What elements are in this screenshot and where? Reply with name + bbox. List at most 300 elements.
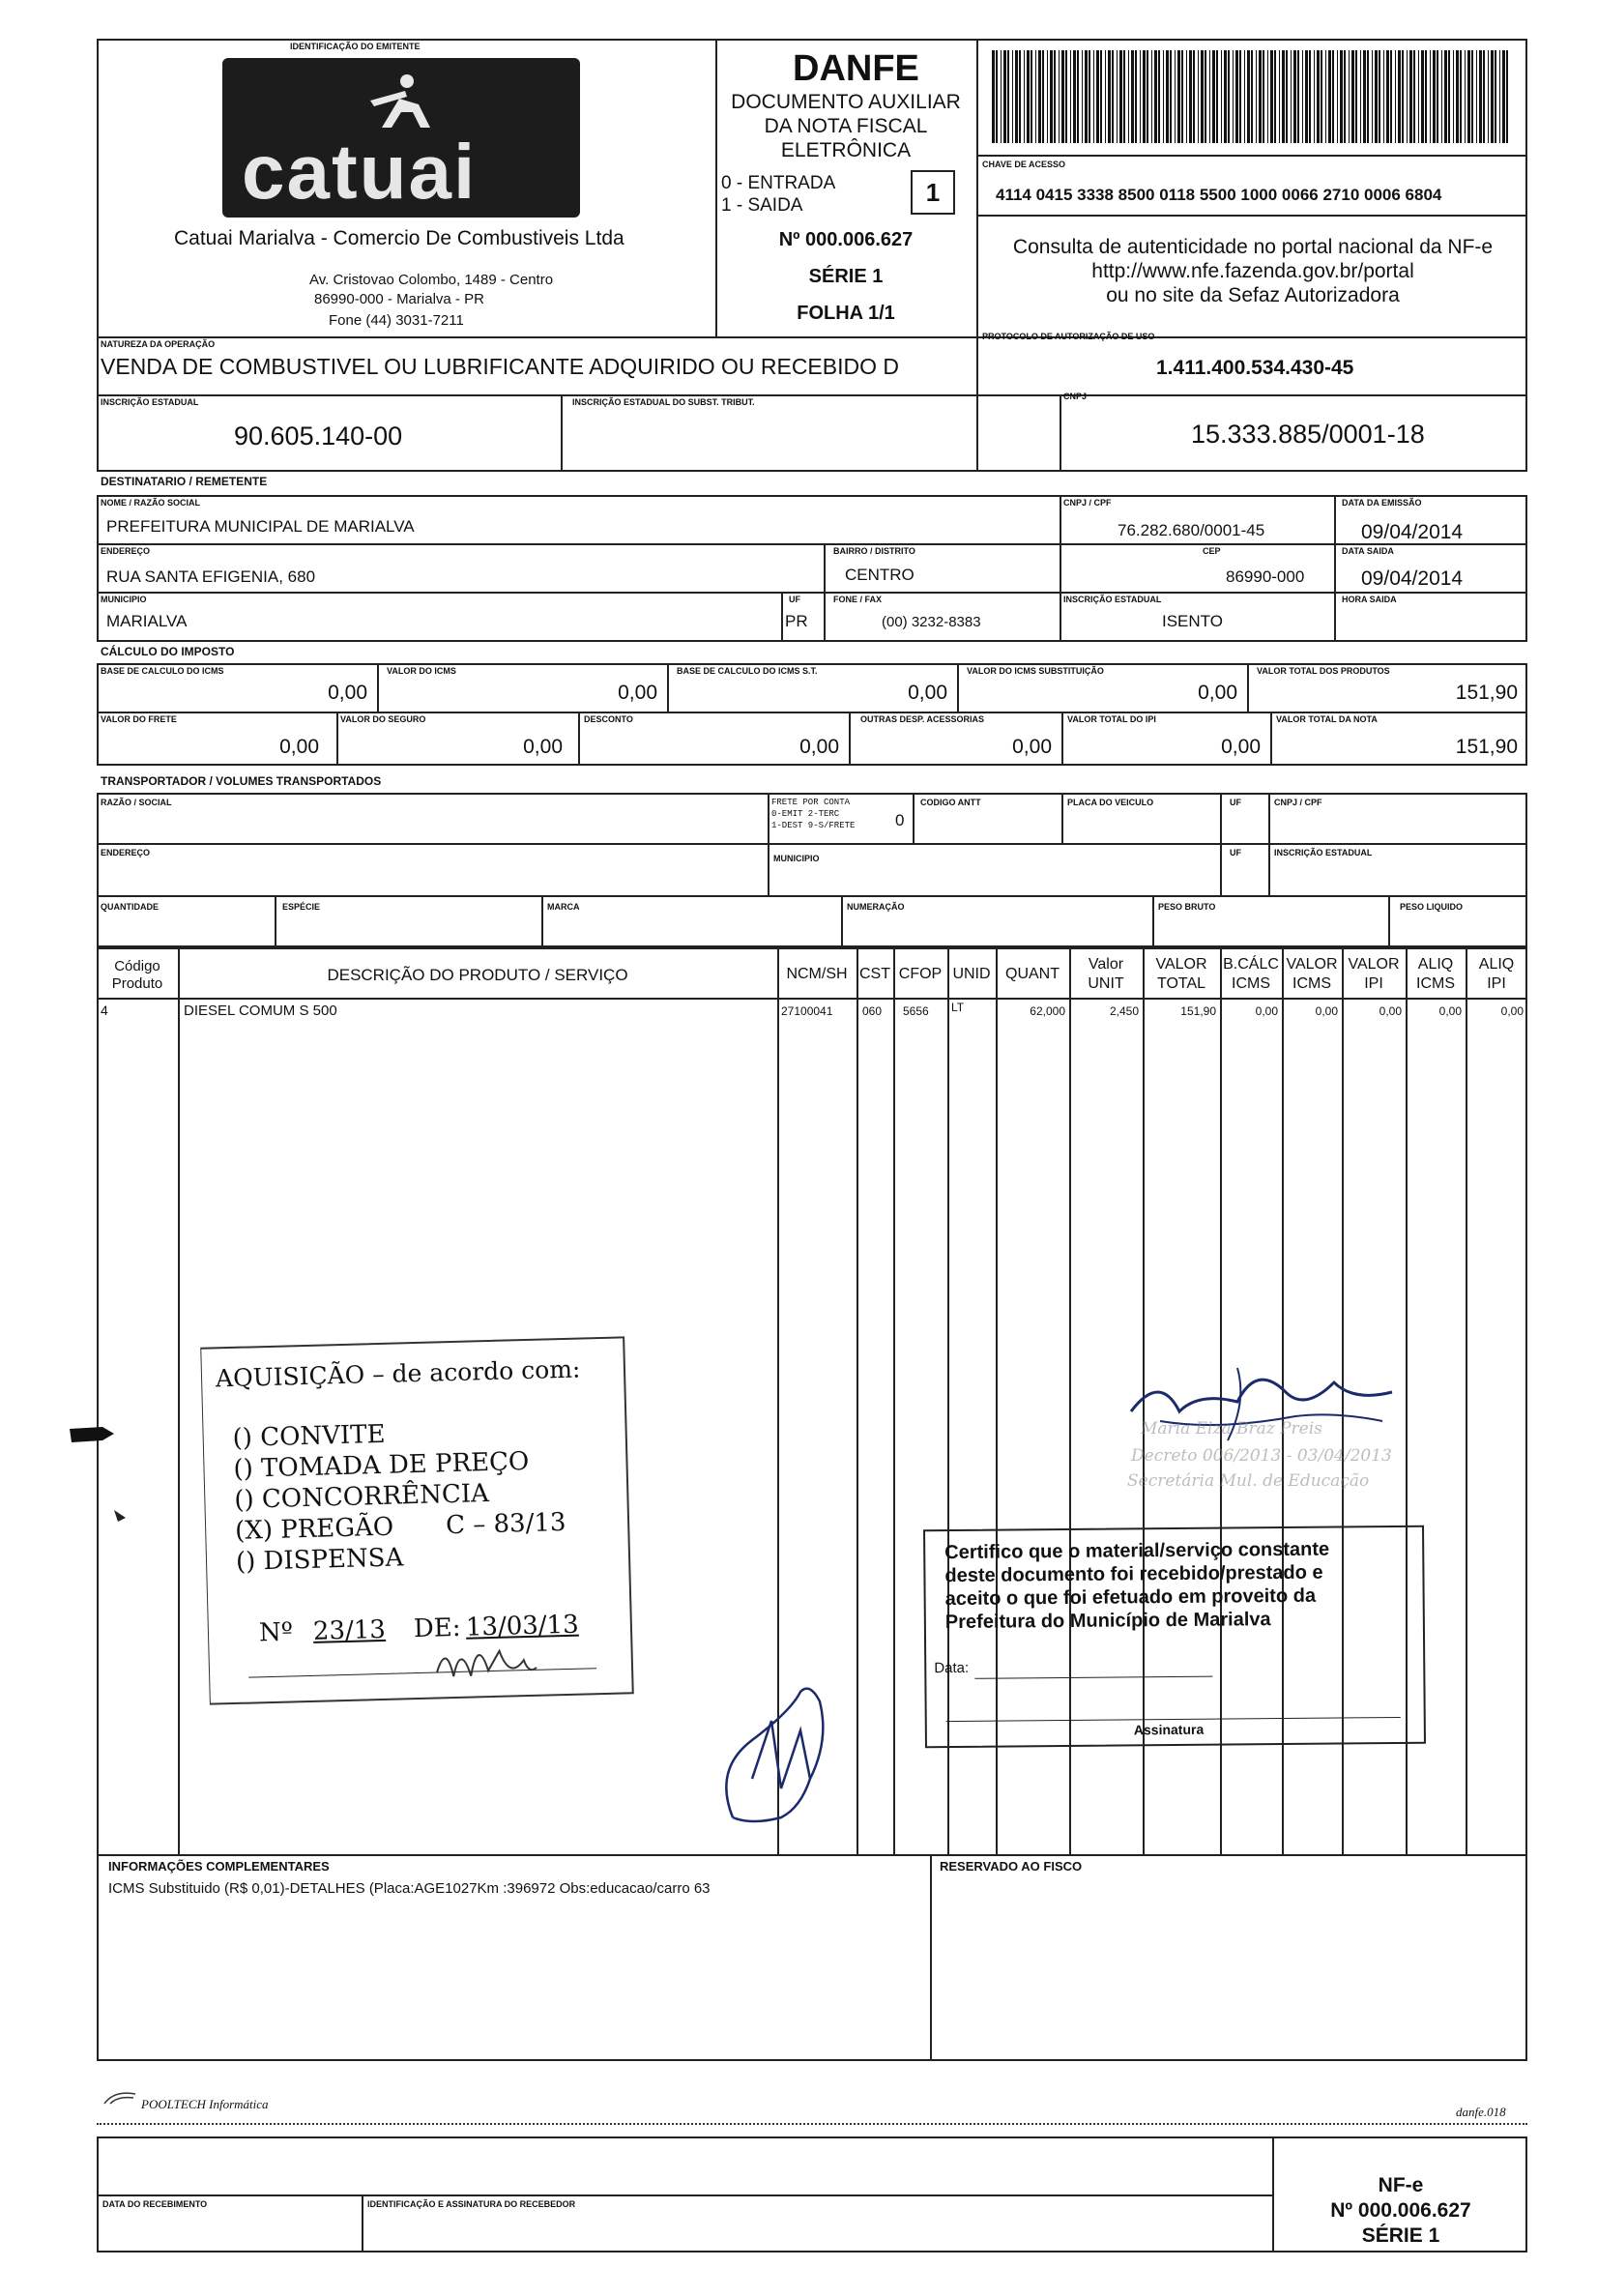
col-unid: UNID xyxy=(952,966,991,982)
certifico-line: deste documento foi recebido/prestado e xyxy=(944,1561,1323,1587)
divider xyxy=(97,543,1527,545)
ie-st-label: INSCRIÇÃO ESTADUAL DO SUBST. TRIBUT. xyxy=(572,397,755,407)
chave-label: CHAVE DE ACESSO xyxy=(982,160,1066,169)
barcode-bar xyxy=(1027,50,1030,143)
dest-uf-label: UF xyxy=(789,595,800,604)
cell-cfop: 5656 xyxy=(903,1004,929,1018)
barcode-bar xyxy=(1291,50,1292,143)
barcode-bar xyxy=(1383,50,1384,143)
barcode-bar xyxy=(1038,50,1041,143)
barcode-bar xyxy=(1221,50,1222,143)
footer-nfe-serie: SÉRIE 1 xyxy=(1361,2224,1440,2247)
stamp-de-prefix: DE: xyxy=(413,1613,461,1644)
dest-saida-label: DATA SAIDA xyxy=(1342,546,1394,556)
barcode-bar xyxy=(1309,50,1311,143)
stamp-line: (X) PREGÃO xyxy=(234,1512,394,1546)
cell-bcalc: 0,00 xyxy=(1255,1004,1278,1018)
barcode-bar xyxy=(1425,50,1427,143)
barcode-bar xyxy=(1228,50,1230,143)
barcode-bar xyxy=(1077,50,1079,143)
logo xyxy=(222,58,580,218)
barcode-bar xyxy=(1476,50,1477,143)
certifico-line: Certifico que o material/serviço constante xyxy=(944,1538,1330,1564)
col-vicms: VALOR xyxy=(1286,956,1338,973)
emitente-name: Catuai Marialva - Comercio De Combustiveis Ltda xyxy=(174,227,624,249)
barcode-bar xyxy=(1235,50,1238,143)
natureza-value: VENDA DE COMBUSTIVEL OU LUBRIFICANTE ADQUIRIDO OU RECEBIDO D xyxy=(101,354,900,379)
divider xyxy=(849,712,851,766)
barcode-bar xyxy=(1024,50,1025,143)
col-vicms-2: ICMS xyxy=(1292,975,1331,992)
divider xyxy=(97,843,1527,845)
cell-aicms: 0,00 xyxy=(1438,1004,1462,1018)
barcode-bar xyxy=(1286,50,1288,143)
base-st: 0,00 xyxy=(908,682,947,704)
protocolo-label: PROTOCOLO DE AUTORIZAÇÃO DE USO xyxy=(982,332,1155,341)
transp-cnpj-label: CNPJ / CPF xyxy=(1274,798,1322,807)
danfe-title: DANFE xyxy=(793,48,919,89)
barcode-bar xyxy=(1395,50,1396,143)
divider xyxy=(1152,895,1154,947)
transp-frete-3: 1-DEST 9-S/FRETE xyxy=(771,821,856,830)
col-vipi: VALOR xyxy=(1348,956,1400,973)
chave-value: 4114 0415 3338 8500 0118 5500 1000 0066 2710 0006 6804 xyxy=(996,186,1442,204)
barcode-bar xyxy=(1119,50,1122,143)
transp-peso-bruto-label: PESO BRUTO xyxy=(1158,902,1216,912)
barcode-bar xyxy=(1019,50,1021,143)
barcode-bar xyxy=(996,50,998,143)
dest-bairro-label: BAIRRO / DISTRITO xyxy=(833,546,915,556)
ie-value: 90.605.140-00 xyxy=(234,421,403,450)
stamp-num-prefix: Nº xyxy=(258,1617,294,1648)
transp-uf-label: UF xyxy=(1230,798,1241,807)
col-descricao: DESCRIÇÃO DO PRODUTO / SERVIÇO xyxy=(327,966,628,984)
divider xyxy=(1060,495,1061,642)
barcode-bar xyxy=(1402,50,1404,143)
seguro: 0,00 xyxy=(523,736,563,758)
divider xyxy=(578,712,580,766)
dest-section: DESTINATARIO / REMETENTE xyxy=(101,475,268,488)
transp-frete-value: 0 xyxy=(895,811,905,829)
danfe-tipo: 1 xyxy=(925,178,941,207)
col-vtotal-2: TOTAL xyxy=(1156,975,1206,992)
initial-signature xyxy=(713,1682,878,1827)
col-quant: QUANT xyxy=(1005,966,1060,982)
cell-unid: LT xyxy=(951,1001,965,1014)
barcode-bar xyxy=(1224,50,1227,143)
danfe-sub3: ELETRÔNICA xyxy=(780,139,912,161)
base-icms-label: BASE DE CALCULO DO ICMS xyxy=(101,666,224,676)
dest-endereco-label: ENDEREÇO xyxy=(101,546,151,556)
barcode-bar xyxy=(1375,50,1378,143)
transp-section: TRANSPORTADOR / VOLUMES TRANSPORTADOS xyxy=(101,774,382,788)
transp-peso-liquido-label: PESO LIQUIDO xyxy=(1400,902,1464,912)
divider xyxy=(768,793,769,895)
barcode-bar xyxy=(1100,50,1102,143)
barcode-bar xyxy=(1175,50,1176,143)
dest-endereco: RUA SANTA EFIGENIA, 680 xyxy=(106,567,316,586)
divider xyxy=(715,39,717,336)
barcode-bar xyxy=(1441,50,1442,143)
barcode-bar xyxy=(1085,50,1088,143)
consulta-1: Consulta de autenticidade no portal nacional da NF-e xyxy=(1012,236,1494,258)
barcode-bar xyxy=(1390,50,1392,143)
dotted-separator xyxy=(97,2123,1527,2125)
divider xyxy=(1061,793,1063,843)
fisco-label: RESERVADO AO FISCO xyxy=(940,1859,1083,1874)
barcode-bar xyxy=(1166,50,1169,143)
col-aicms-2: ICMS xyxy=(1416,975,1455,992)
barcode-bar xyxy=(1409,50,1412,143)
divider xyxy=(930,1854,932,2061)
barcode-bar xyxy=(1089,50,1090,143)
divider xyxy=(1268,793,1270,895)
barcode-bar xyxy=(1135,50,1137,143)
stamp-line: C – 83/13 xyxy=(445,1507,566,1541)
divider xyxy=(1270,712,1272,766)
barcode-bar xyxy=(1302,50,1303,143)
barcode-bar xyxy=(1205,50,1206,143)
barcode-bar xyxy=(1386,50,1389,143)
certifico-data-label: Data: xyxy=(934,1659,970,1677)
barcode-bar xyxy=(1117,50,1118,143)
barcode-bar xyxy=(1418,50,1419,143)
cell-quant: 62,000 xyxy=(1030,1004,1065,1018)
danfe-saida: 1 - SAIDA xyxy=(721,195,803,216)
divider xyxy=(97,895,1527,897)
certifico-assinatura: Assinatura xyxy=(1133,1721,1205,1738)
barcode-bar xyxy=(1031,50,1032,143)
dest-saida: 09/04/2014 xyxy=(1361,567,1464,590)
barcode-bar xyxy=(1256,50,1257,143)
barcode-bar xyxy=(1456,50,1459,143)
consulta-3: ou no site da Sefaz Autorizadora xyxy=(1106,284,1400,306)
barcode-bar xyxy=(1491,50,1494,143)
divider xyxy=(336,712,338,766)
barcode-bar xyxy=(1321,50,1322,143)
dest-nome-label: NOME / RAZÃO SOCIAL xyxy=(101,498,200,508)
barcode-bar xyxy=(1332,50,1334,143)
barcode-bar xyxy=(1251,50,1253,143)
stamp-num: 23/13 xyxy=(312,1614,387,1646)
dest-ie-label: INSCRIÇÃO ESTADUAL xyxy=(1063,595,1162,604)
data-receb-label: DATA DO RECEBIMENTO xyxy=(102,2199,208,2209)
stamp-de: 13/03/13 xyxy=(465,1610,580,1642)
barcode-bar xyxy=(1437,50,1438,143)
barcode-bar xyxy=(1163,50,1164,143)
dest-emissao: 09/04/2014 xyxy=(1361,521,1464,543)
divider xyxy=(248,1668,596,1677)
arrow-mark-small xyxy=(112,1508,128,1524)
divider xyxy=(841,895,843,947)
seguro-label: VALOR DO SEGURO xyxy=(340,714,426,724)
barcode-bar xyxy=(1314,50,1315,143)
barcode-bar xyxy=(1001,50,1002,143)
barcode-bar xyxy=(1154,50,1157,143)
transp-razao-label: RAZÃO / SOCIAL xyxy=(101,798,172,807)
col-aipi-2: IPI xyxy=(1487,975,1506,992)
col-vunit: Valor xyxy=(1088,956,1124,973)
ie-label: INSCRIÇÃO ESTADUAL xyxy=(101,397,199,407)
barcode-bar xyxy=(1158,50,1160,143)
barcode-bar xyxy=(1274,50,1276,143)
cell-vunit: 2,450 xyxy=(1109,1004,1139,1018)
barcode-bar xyxy=(1015,50,1018,143)
barcode-bar xyxy=(1279,50,1280,143)
barcode-bar xyxy=(1140,50,1141,143)
barcode-bar xyxy=(1112,50,1114,143)
divider xyxy=(976,215,1527,217)
total-prod-label: VALOR TOTAL DOS PRODUTOS xyxy=(1257,666,1390,676)
barcode-bar xyxy=(1082,50,1083,143)
barcode-bar xyxy=(1467,50,1470,143)
barcode-bar xyxy=(1367,50,1369,143)
logo-text: catuai xyxy=(242,129,478,215)
base-st-label: BASE DE CALCULO DO ICMS S.T. xyxy=(677,666,818,676)
col-vunit-2: UNIT xyxy=(1088,975,1124,992)
dest-hora-label: HORA SAIDA xyxy=(1342,595,1397,604)
barcode-bar xyxy=(1413,50,1415,143)
cell-cst: 060 xyxy=(862,1004,883,1018)
barcode-bar xyxy=(1259,50,1262,143)
barcode-bar xyxy=(1035,50,1036,143)
emitente-address: Av. Cristovao Colombo, 1489 - Centro xyxy=(309,272,554,288)
danfe-numero: Nº 000.006.627 xyxy=(778,229,914,250)
certifico-line: Prefeitura do Município de Marialva xyxy=(944,1609,1271,1634)
barcode-bar xyxy=(1465,50,1466,143)
pooltech-logo-icon xyxy=(101,2088,139,2107)
barcode-bar xyxy=(1495,50,1496,143)
divider xyxy=(957,663,959,712)
divider xyxy=(667,663,669,712)
divider xyxy=(362,2194,363,2252)
barcode-bar xyxy=(1151,50,1152,143)
barcode-bar xyxy=(1372,50,1373,143)
cnpj-label: CNPJ xyxy=(1063,392,1088,401)
emitente-label: IDENTIFICAÇÃO DO EMITENTE xyxy=(290,42,421,51)
valor-st: 0,00 xyxy=(1198,682,1237,704)
divider xyxy=(97,712,1527,713)
barcode xyxy=(992,50,1510,143)
barcode-bar xyxy=(1407,50,1408,143)
ipi: 0,00 xyxy=(1221,736,1261,758)
col-vipi-2: IPI xyxy=(1364,975,1383,992)
barcode-bar xyxy=(1499,50,1500,143)
barcode-bar xyxy=(1506,50,1508,143)
consulta-2: http://www.nfe.fazenda.gov.br/portal xyxy=(1091,260,1414,282)
barcode-bar xyxy=(1177,50,1180,143)
barcode-bar xyxy=(1282,50,1285,143)
barcode-bar xyxy=(1270,50,1273,143)
barcode-bar xyxy=(1201,50,1204,143)
stamp-line: () TOMADA DE PREÇO xyxy=(233,1446,530,1484)
frete: 0,00 xyxy=(279,736,319,758)
barcode-bar xyxy=(1448,50,1450,143)
desconto: 0,00 xyxy=(799,736,839,758)
ident-label: IDENTIFICAÇÃO E ASSINATURA DO RECEBEDOR xyxy=(367,2199,576,2209)
barcode-bar xyxy=(1105,50,1106,143)
divider xyxy=(1220,793,1222,895)
divider xyxy=(97,394,1527,396)
danfe-sub1: DOCUMENTO AUXILIAR xyxy=(731,91,961,113)
divider xyxy=(377,663,379,712)
divider xyxy=(1388,895,1390,947)
barcode-bar xyxy=(1433,50,1436,143)
certifico-line: aceito o que foi efetuado em proveito da xyxy=(944,1584,1317,1611)
transp-uf2-label: UF xyxy=(1230,848,1241,857)
desconto-label: DESCONTO xyxy=(584,714,633,724)
footer-nfe-num: Nº 000.006.627 xyxy=(1330,2199,1471,2222)
barcode-bar xyxy=(992,50,995,143)
total-prod: 151,90 xyxy=(1455,682,1518,704)
dest-emissao-label: DATA DA EMISSÃO xyxy=(1342,498,1422,508)
danfe-serie: SÉRIE 1 xyxy=(808,266,884,287)
danfe-sub2: DA NOTA FISCAL xyxy=(764,115,928,137)
barcode-bar xyxy=(1186,50,1187,143)
barcode-bar xyxy=(1325,50,1326,143)
barcode-bar xyxy=(1181,50,1183,143)
dest-fone-label: FONE / FAX xyxy=(833,595,883,604)
barcode-bar xyxy=(1007,50,1009,143)
divider xyxy=(97,336,1527,338)
stamp-certifico xyxy=(923,1526,1426,1749)
danfe-code: danfe.018 xyxy=(1456,2105,1506,2119)
valor-st-label: VALOR DO ICMS SUBSTITUIÇÃO xyxy=(967,666,1104,676)
emitente-phone: Fone (44) 3031-7211 xyxy=(329,312,464,329)
barcode-bar xyxy=(1054,50,1056,143)
outras: 0,00 xyxy=(1012,736,1052,758)
divider xyxy=(913,793,915,843)
table-column-divider xyxy=(178,947,180,1856)
barcode-bar xyxy=(1293,50,1296,143)
barcode-bar xyxy=(1337,50,1338,143)
barcode-bar xyxy=(1349,50,1350,143)
barcode-bar xyxy=(1488,50,1489,143)
barcode-bar xyxy=(1212,50,1215,143)
pooltech-text: POOLTECH Informática xyxy=(141,2097,269,2111)
barcode-bar xyxy=(1047,50,1048,143)
cell-aipi: 0,00 xyxy=(1500,1004,1524,1018)
barcode-bar xyxy=(1061,50,1064,143)
transp-quant-label: QUANTIDADE xyxy=(101,902,159,912)
divider xyxy=(974,1676,1212,1679)
table-column-divider xyxy=(893,947,895,1856)
barcode-bar xyxy=(1363,50,1366,143)
barcode-bar xyxy=(1170,50,1172,143)
barcode-bar xyxy=(1198,50,1199,143)
barcode-bar xyxy=(1193,50,1195,143)
barcode-bar xyxy=(1003,50,1006,143)
transp-municipio-label: MUNICIPIO xyxy=(773,854,820,863)
barcode-bar xyxy=(1209,50,1210,143)
protocolo-value: 1.411.400.534.430-45 xyxy=(1156,357,1354,379)
divider xyxy=(97,998,1527,1000)
divider xyxy=(1247,663,1249,712)
divider xyxy=(1334,495,1336,642)
dest-uf: PR xyxy=(785,612,808,630)
barcode-bar xyxy=(1305,50,1308,143)
divider xyxy=(561,394,563,472)
barcode-bar xyxy=(1460,50,1462,143)
dest-nome: PREFEITURA MUNICIPAL DE MARIALVA xyxy=(106,517,415,536)
cell-ncm: 27100041 xyxy=(781,1004,833,1018)
barcode-bar xyxy=(1247,50,1250,143)
stamp-aquisicao xyxy=(200,1336,634,1704)
divider xyxy=(1060,394,1061,472)
barcode-bar xyxy=(1239,50,1241,143)
barcode-bar xyxy=(1147,50,1148,143)
barcode-bar xyxy=(1444,50,1447,143)
transp-especie-label: ESPÉCIE xyxy=(282,902,321,912)
cell-vicms: 0,00 xyxy=(1315,1004,1338,1018)
stamp-line: () CONCORRÊNCIA xyxy=(233,1479,490,1515)
cell-vtotal: 151,90 xyxy=(1180,1004,1216,1018)
barcode-bar xyxy=(1430,50,1431,143)
col-bcalc-2: ICMS xyxy=(1232,975,1270,992)
divider xyxy=(97,2194,1272,2196)
dest-fone: (00) 3232-8383 xyxy=(882,614,981,630)
barcode-bar xyxy=(1096,50,1099,143)
table-column-divider xyxy=(1466,947,1467,1856)
barcode-bar xyxy=(1070,50,1071,143)
barcode-bar xyxy=(1244,50,1245,143)
barcode-bar xyxy=(1073,50,1076,143)
transp-ie-label: INSCRIÇÃO ESTADUAL xyxy=(1274,848,1373,857)
cnpj-value: 15.333.885/0001-18 xyxy=(1191,420,1425,449)
total-nota-label: VALOR TOTAL DA NOTA xyxy=(1276,714,1378,724)
col-aicms: ALIQ xyxy=(1417,956,1454,973)
barcode-bar xyxy=(1263,50,1264,143)
divider xyxy=(97,592,1527,594)
dest-cep: 86990-000 xyxy=(1226,567,1305,586)
cell-codigo: 4 xyxy=(101,1003,108,1018)
col-cfop: CFOP xyxy=(898,966,943,982)
barcode-bar xyxy=(1123,50,1125,143)
divider xyxy=(781,592,783,642)
barcode-bar xyxy=(1012,50,1013,143)
barcode-bar xyxy=(1065,50,1067,143)
barcode-bar xyxy=(1355,50,1357,143)
frete-label: VALOR DO FRETE xyxy=(101,714,177,724)
transp-marca-label: MARCA xyxy=(547,902,580,912)
valor-icms: 0,00 xyxy=(618,682,657,704)
danfe-entrada: 0 - ENTRADA xyxy=(721,173,836,193)
transp-endereco-label: ENDEREÇO xyxy=(101,848,151,857)
barcode-bar xyxy=(1093,50,1094,143)
barcode-bar xyxy=(1360,50,1361,143)
barcode-bar xyxy=(1351,50,1354,143)
barcode-bar xyxy=(1471,50,1473,143)
dest-municipio-label: MUNICIPIO xyxy=(101,595,147,604)
base-icms: 0,00 xyxy=(328,682,367,704)
barcode-bar xyxy=(1479,50,1482,143)
arrow-mark xyxy=(68,1419,116,1448)
barcode-bar xyxy=(1050,50,1053,143)
barcode-bar xyxy=(1233,50,1234,143)
barcode-bar xyxy=(1421,50,1424,143)
cell-descricao: DIESEL COMUM S 500 xyxy=(184,1003,337,1019)
outras-label: OUTRAS DESP. ACESSORIAS xyxy=(860,714,985,724)
barcode-bar xyxy=(1108,50,1111,143)
initials-signature xyxy=(431,1631,539,1692)
divider xyxy=(824,543,826,642)
barcode-bar xyxy=(1267,50,1268,143)
ipi-label: VALOR TOTAL DO IPI xyxy=(1067,714,1156,724)
barcode-bar xyxy=(1189,50,1192,143)
divider xyxy=(976,155,1527,157)
dest-municipio: MARIALVA xyxy=(106,612,188,630)
dest-ie: ISENTO xyxy=(1162,612,1223,630)
